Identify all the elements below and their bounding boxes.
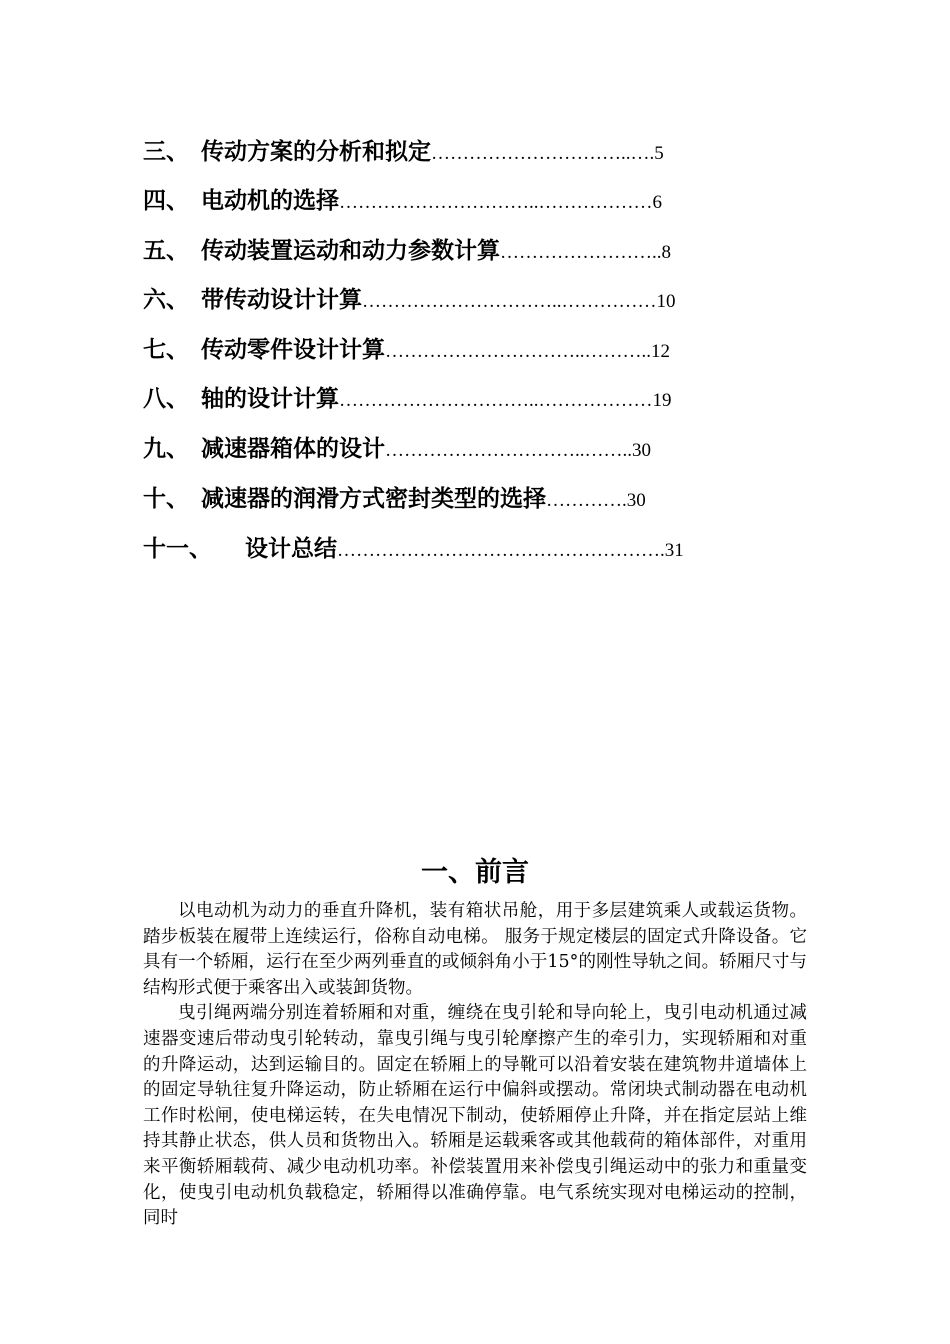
toc-title: 传动装置运动和动力参数计算 [201, 238, 500, 264]
toc-page-number: 30 [626, 490, 646, 511]
toc-page-number: 10 [656, 291, 676, 312]
toc-entry-9 [143, 434, 651, 466]
toc-leader: …………………………..……………… [339, 390, 653, 411]
toc-page-number: 6 [652, 192, 662, 213]
toc-title: 减速器箱体的设计 [201, 436, 385, 462]
toc-page-number: 12 [651, 341, 670, 362]
toc-leader: …………………………..…….. [385, 440, 632, 461]
toc-number: 七、 [143, 337, 189, 363]
toc-title: 传动方案的分析和拟定 [201, 139, 431, 165]
toc-entry-6 [143, 285, 676, 317]
toc-title: 传动零件设计计算 [201, 337, 385, 363]
toc-number: 三、 [143, 139, 189, 165]
toc-page-number: 5 [654, 143, 664, 164]
toc-leader: …………………………..…………… [362, 291, 657, 312]
preface-body [143, 899, 807, 1232]
toc-title: 轴的设计计算 [201, 386, 339, 412]
toc-entry-7 [143, 335, 670, 367]
toc-entry-11 [143, 534, 684, 566]
toc-entry-5 [143, 236, 671, 268]
toc-title: 设计总结 [245, 536, 337, 562]
preface-heading: 一、前言 [421, 857, 529, 888]
toc-number: 九、 [143, 436, 189, 462]
toc-leader: …………………………..…. [431, 143, 655, 164]
toc-page-number: 31 [664, 540, 684, 561]
toc-page-number: 30 [632, 440, 651, 461]
toc-number: 五、 [143, 238, 189, 264]
toc-number: 八、 [143, 386, 189, 412]
toc-number: 四、 [143, 188, 189, 214]
preface-paragraph-1: 以电动机为动力的垂直升降机，装有箱状吊舱，用于多层建筑乘人或载运货物。踏步板装在履带上连续运行，俗称自动电梯。 服务于规定楼层的固定式升降设备。它具有一个轿厢，运行在至少两列垂直的或倾斜角小于15°的刚性导轨之间。轿厢尺寸与结构形式便于乘客出入或装卸货物。 [143, 901, 807, 998]
toc-number: 十一、 [143, 536, 212, 562]
toc-entry-10 [143, 484, 646, 516]
toc-leader: …………………………..……………… [339, 192, 653, 213]
toc-number: 十、 [143, 486, 189, 512]
toc-leader: …………………………..……….. [385, 341, 651, 362]
toc-title: 带传动设计计算 [201, 287, 362, 313]
toc-leader: …………………….. [500, 242, 662, 263]
toc-title: 减速器的润滑方式密封类型的选择 [201, 486, 546, 512]
toc-page-number: 19 [652, 390, 672, 411]
toc-entry-4 [143, 186, 662, 218]
toc-leader: ……………………………………………. [337, 540, 665, 561]
preface-paragraph-2: 曳引绳两端分别连着轿厢和对重，缠绕在曳引轮和导向轮上，曳引电动机通过减速器变速后带动曳引轮转动，靠曳引绳与曳引轮摩擦产生的牵引力，实现轿厢和对重的升降运动，达到运输目的。固定在轿厢上的导靴可以沿着安装在建筑物井道墙体上的固定导轨往复升降运动，防止轿厢在运行中偏斜或摆动。常闭块式制动器在电动机工作时松闸，使电梯运转，在失电情况下制动，使轿厢停止升降，并在指定层站上维持其静止状态，供人员和货物出入。轿厢是运载乘客或其他载荷的箱体部件，对重用来平衡轿厢载荷、减少电动机功率。补偿装置用来补偿曳引绳运动中的张力和重量变化，使曳引电动机负载稳定，轿厢得以准确停靠。电气系统实现对电梯运动的控制，同时 [143, 1003, 807, 1229]
toc-title: 电动机的选择 [201, 188, 339, 214]
toc-page-number: 8 [661, 242, 671, 263]
toc-entry-8 [143, 384, 672, 416]
toc-number: 六、 [143, 287, 189, 313]
toc-entry-3 [143, 137, 664, 169]
toc-leader: …………. [546, 490, 627, 511]
